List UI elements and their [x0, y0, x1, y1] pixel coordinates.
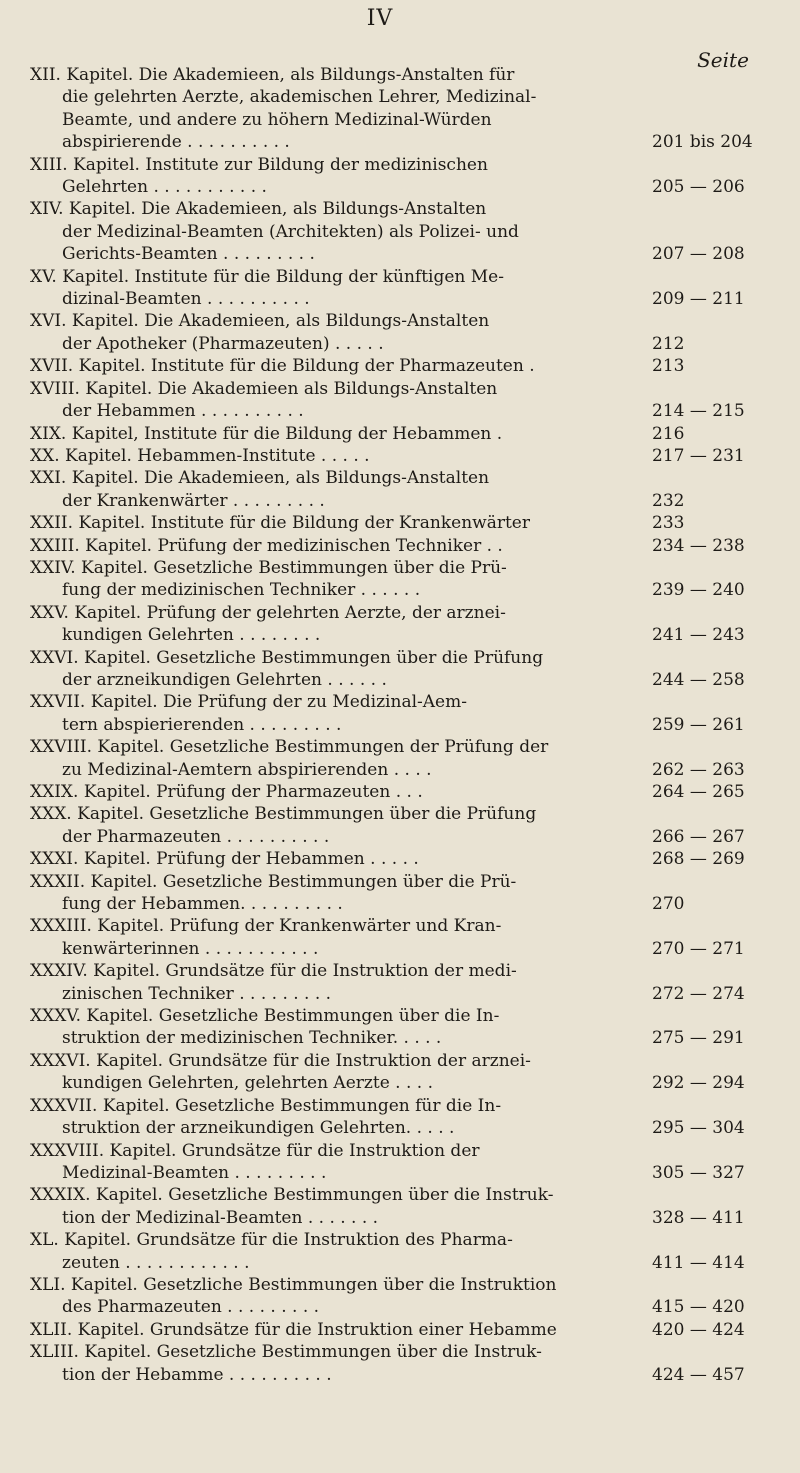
toc-entry-pages: 216	[652, 423, 685, 444]
toc-entry	[30, 423, 782, 445]
toc-entry	[30, 467, 782, 512]
toc-entry-line: struktion der medizinischen Techniker. . . . .	[62, 1028, 442, 1049]
toc-entry-line: XVII. Kapitel. Institute für die Bildung der Pharmazeuten .	[30, 356, 535, 377]
seite-column-header: Seite	[697, 48, 749, 72]
toc-entry-pages: 275 — 291	[652, 1028, 745, 1049]
toc-entry-pages: 213	[652, 356, 685, 377]
toc-entry-line: XXVI. Kapitel. Gesetzliche Bestimmungen über die Prüfung	[30, 647, 544, 668]
toc-entry-line: XXII. Kapitel. Institute für die Bildung der Krankenwärter	[30, 513, 530, 534]
toc-entry-line: der Pharmazeuten . . . . . . . . . .	[62, 826, 330, 847]
toc-entry	[30, 915, 782, 960]
toc-entry-line: XX. Kapitel. Hebammen-Institute . . . . .	[30, 445, 370, 466]
toc-entry	[30, 781, 782, 803]
toc-entry	[30, 1229, 782, 1274]
toc-entry-pages: 212	[652, 333, 685, 354]
toc-entry-line: kundigen Gelehrten, gelehrten Aerzte . . . .	[62, 1073, 433, 1094]
toc-entry-line: XXXI. Kapitel. Prüfung der Hebammen . . . . .	[30, 849, 419, 870]
toc-entry-pages: 411 — 414	[652, 1252, 745, 1273]
toc-entry-line: Medizinal-Beamten . . . . . . . . .	[62, 1162, 327, 1183]
toc-entry-line: XXX. Kapitel. Gesetzliche Bestimmungen über die Prüfung	[30, 804, 537, 825]
toc-entry-pages: 217 — 231	[652, 445, 745, 466]
toc-entry	[30, 310, 782, 355]
toc-entry-pages: 234 — 238	[652, 535, 745, 556]
toc-entry	[30, 1005, 782, 1050]
toc-entry-line: dizinal-Beamten . . . . . . . . . .	[62, 289, 310, 310]
toc-entry-line: XXV. Kapitel. Prüfung der gelehrten Aerzte, der arznei-	[30, 602, 506, 623]
toc-entry	[30, 355, 782, 377]
toc-entry-line: der Hebammen . . . . . . . . . .	[62, 401, 304, 422]
toc-entry-line: XXXIX. Kapitel. Gesetzliche Bestimmungen über die Instruk-	[30, 1185, 554, 1206]
toc-entry	[30, 266, 782, 311]
toc-entry-line: XXXIV. Kapitel. Grundsätze für die Instruktion der medi-	[30, 961, 517, 982]
toc-entry-line: zinischen Techniker . . . . . . . . .	[62, 983, 332, 1004]
toc-entry-pages: 270	[652, 894, 685, 915]
toc-entry-pages: 262 — 263	[652, 759, 745, 780]
toc-entry	[30, 378, 782, 423]
toc-entry-pages: 205 — 206	[652, 177, 745, 198]
toc-entry-pages: 244 — 258	[652, 669, 745, 690]
toc-entry-pages: 233	[652, 513, 685, 534]
toc-entry-pages: 268 — 269	[652, 849, 745, 870]
toc-entry	[30, 848, 782, 870]
toc-entry-line: XXXVI. Kapitel. Grundsätze für die Instruktion der arznei-	[30, 1050, 531, 1071]
toc-entry-pages: 214 — 215	[652, 401, 745, 422]
toc-entry-line: XXXIII. Kapitel. Prüfung der Krankenwärter und Kran-	[30, 916, 502, 937]
toc-entry-line: XVI. Kapitel. Die Akademieen, als Bildungs-Anstalten	[30, 311, 490, 332]
toc-entry-line: der Krankenwärter . . . . . . . . .	[62, 490, 325, 511]
toc-entry-pages: 272 — 274	[652, 983, 745, 1004]
toc-entry-pages: 201 bis 204	[652, 132, 753, 153]
toc-entry	[30, 1050, 782, 1095]
toc-entry	[30, 1095, 782, 1140]
toc-entry-line: XL. Kapitel. Grundsätze für die Instruktion des Pharma-	[30, 1230, 513, 1251]
toc-entry-pages: 241 — 243	[652, 625, 745, 646]
toc-entry-pages: 305 — 327	[652, 1162, 745, 1183]
toc-entry-line: XXIX. Kapitel. Prüfung der Pharmazeuten . . .	[30, 782, 423, 802]
toc-entry-line: XXXVII. Kapitel. Gesetzliche Bestimmungen für die In-	[30, 1095, 502, 1116]
toc-entry-pages: 207 — 208	[652, 244, 745, 265]
toc-entry-line: XXVII. Kapitel. Die Prüfung der zu Medizinal-Aem-	[30, 692, 467, 713]
toc-entry-pages: 239 — 240	[652, 580, 745, 601]
toc-entry	[30, 960, 782, 1005]
toc-entry-line: struktion der arzneikundigen Gelehrten. . . . .	[62, 1118, 455, 1139]
toc-entry	[30, 1184, 782, 1229]
toc-entry-line: XLIII. Kapitel. Gesetzliche Bestimmungen über die Instruk-	[30, 1342, 542, 1363]
toc-entry-line: Beamte, und andere zu höhern Medizinal-Würden	[62, 109, 492, 130]
toc-entry-line: XIV. Kapitel. Die Akademieen, als Bildungs-Anstalten	[30, 199, 487, 220]
toc-entry-line: XXXV. Kapitel. Gesetzliche Bestimmungen über die In-	[30, 1006, 500, 1027]
toc-entry-line: des Pharmazeuten . . . . . . . . .	[62, 1297, 320, 1318]
toc-entry-pages: 264 — 265	[652, 782, 745, 802]
table-of-contents	[30, 64, 782, 1386]
toc-entry-line: XLII. Kapitel. Grundsätze für die Instruktion einer Hebamme	[30, 1319, 557, 1340]
toc-entry-line: XXVIII. Kapitel. Gesetzliche Bestimmungen der Prüfung der	[30, 737, 549, 758]
toc-entry	[30, 1319, 782, 1341]
toc-entry-pages: 266 — 267	[652, 826, 745, 847]
toc-entry	[30, 647, 782, 692]
toc-entry-line: tion der Hebamme . . . . . . . . . .	[62, 1364, 332, 1385]
toc-entry-line: fung der medizinischen Techniker . . . . . .	[62, 580, 421, 601]
toc-entry-line: zeuten . . . . . . . . . . . .	[62, 1252, 250, 1273]
toc-entry-line: XLI. Kapitel. Gesetzliche Bestimmungen über die Instruktion	[30, 1274, 557, 1295]
toc-entry-pages: 270 — 271	[652, 938, 745, 959]
toc-entry-pages: 295 — 304	[652, 1118, 745, 1139]
toc-entry-pages: 424 — 457	[652, 1364, 745, 1385]
toc-entry-line: der Medizinal-Beamten (Architekten) als Polizei- und	[62, 221, 519, 242]
toc-entry	[30, 736, 782, 781]
toc-entry-pages: 209 — 211	[652, 289, 745, 310]
toc-entry	[30, 1140, 782, 1185]
toc-entry-line: kenwärterinnen . . . . . . . . . . .	[62, 938, 319, 959]
toc-entry-line: XXXII. Kapitel. Gesetzliche Bestimmungen über die Prü-	[30, 871, 517, 892]
toc-entry	[30, 535, 782, 557]
toc-entry-line: XXI. Kapitel. Die Akademieen, als Bildungs-Anstalten	[30, 468, 490, 489]
toc-entry-pages: 259 — 261	[652, 714, 745, 735]
toc-entry-line: der arzneikundigen Gelehrten . . . . . .	[62, 669, 387, 690]
toc-entry-line: der Apotheker (Pharmazeuten) . . . . .	[62, 333, 384, 354]
toc-entry-line: fung der Hebammen. . . . . . . . . .	[62, 894, 343, 915]
toc-entry-line: Gelehrten . . . . . . . . . . .	[62, 177, 267, 198]
toc-entry-pages: 420 — 424	[652, 1319, 745, 1340]
toc-entry	[30, 1274, 782, 1319]
toc-entry-line: abspirierende . . . . . . . . . .	[62, 132, 290, 153]
toc-entry-line: XII. Kapitel. Die Akademieen, als Bildungs-Anstalten für	[30, 65, 515, 85]
toc-entry-line: XIII. Kapitel. Institute zur Bildung der medizinischen	[30, 154, 488, 175]
toc-entry	[30, 691, 782, 736]
toc-entry-line: zu Medizinal-Aemtern abspirierenden . . . .	[62, 759, 432, 780]
toc-entry	[30, 871, 782, 916]
toc-entry-line: tion der Medizinal-Beamten . . . . . . .	[62, 1207, 379, 1228]
toc-entry-line: XVIII. Kapitel. Die Akademieen als Bildungs-Anstalten	[30, 378, 498, 399]
toc-entry-pages: 232	[652, 490, 685, 511]
toc-entry-line: kundigen Gelehrten . . . . . . . .	[62, 625, 321, 646]
toc-entry	[30, 445, 782, 467]
toc-entry-pages: 415 — 420	[652, 1297, 745, 1318]
toc-entry-line: tern abspierierenden . . . . . . . . .	[62, 714, 342, 735]
toc-entry-line: XXIV. Kapitel. Gesetzliche Bestimmungen über die Prü-	[30, 557, 507, 578]
toc-entry-line: XV. Kapitel. Institute für die Bildung der künftigen Me-	[30, 266, 504, 287]
toc-entry	[30, 803, 782, 848]
toc-entry	[30, 512, 782, 534]
toc-entry-line: XXXVIII. Kapitel. Grundsätze für die Instruktion der	[30, 1140, 480, 1161]
toc-entry-line: Gerichts-Beamten . . . . . . . . .	[62, 244, 315, 265]
toc-entry-line: XXIII. Kapitel. Prüfung der medizinischen Techniker . .	[30, 535, 503, 556]
toc-entry	[30, 64, 782, 154]
toc-entry	[30, 602, 782, 647]
toc-entry-pages: 328 — 411	[652, 1207, 745, 1228]
toc-entry-pages: 292 — 294	[652, 1073, 745, 1094]
toc-entry	[30, 198, 782, 265]
toc-entry	[30, 154, 782, 199]
toc-entry-line: XIX. Kapitel, Institute für die Bildung der Hebammen .	[30, 423, 503, 444]
toc-entry	[30, 1341, 782, 1386]
toc-entry	[30, 557, 782, 602]
page-number: IV	[366, 6, 394, 31]
toc-entry-line: die gelehrten Aerzte, akademischen Lehrer, Medizinal-	[62, 87, 537, 108]
